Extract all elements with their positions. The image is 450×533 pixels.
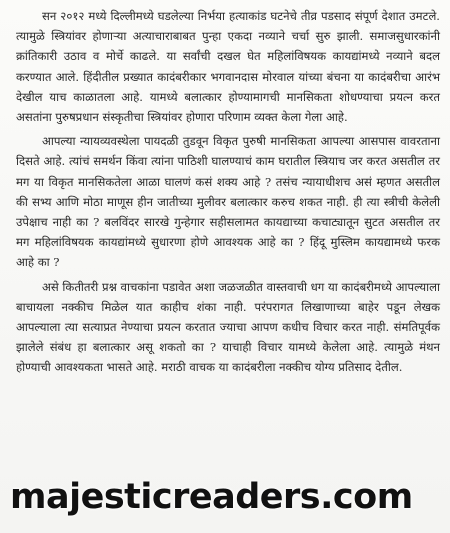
- paragraph-1: सन २०१२ मध्ये दिल्लीमध्ये घडलेल्या निर्भया हत्याकांड घटनेचे तीव्र पडसाद संपूर्ण देशात उमटले. त्यामुळे स्त्रियांवर होणाऱ्या अत्याचाराबाबत पुन्हा एकदा नव्याने चर्चा सुरु झाली. समाजसुधारकांनी क्रांतिकारी उठाव व मोर्चे काढले. या सर्वांची दखल घेत महिलांविषयक कायद्यांमध्ये नव्याने बदल करण्यात आले. हिंदीतील प्रख्यात कादंबरीकार भगवानदास मोरवाल यांच्या बंचना या कादंबरीचा आरंभ देखील याच काळातला आहे. यामध्ये बलात्कार होण्यामागची मानसिकता शोधण्याचा प्रयत्न करत असतांना पुरुषप्रधान संस्कृतीचा स्त्रियांवर होणारा परिणाम व्यक्त केला गेला आहे.: [16, 9, 440, 125]
- watermark-text: majesticreaders.com: [10, 477, 413, 517]
- paragraph-3: असे कितीतरी प्रश्न वाचकांना पडावेत अशा जळजळीत वास्तवाची धग या कादंबरीमध्ये आपल्याला बाचायला नक्कीच मिळेल यात काहीच शंका नाही. परंपरागत लिखाणाच्या बाहेर पडून लेखक आपल्याला त्या सत्याप्रत नेण्याचा प्रयत्न करतात ज्याचा आपण कधीच विचार करत नाही. संमतिपूर्वक झालेले संबंध हा बलात्कार असू शकतो का ? याचाही विचार यामध्ये केलेला आहे. त्यामुळे मंथन होण्याची आवश्यकता भासते आहे. मराठी वाचक या कादंबरीला नक्कीच योग्य प्रतिसाद देतील.: [16, 279, 440, 375]
- paragraph-2: आपल्या न्यायव्यवस्थेला पायदळी तुडवून विकृत पुरुषी मानसिकता आपल्या आसपास वावरताना दिसते आहे. त्यांचं समर्थन किंवा त्यांना पाठिशी घालण्याचं काम घरातील स्त्रियाच जर करत असतील तर मग या विकृत मानसिकतेला आळा घालणं कसं शक्य आहे ? तसंच न्यायाधीशच असं म्हणत असतील की सभ्य आणि मोठा माणूस हीन जातीच्या मुलीवर बलात्कार करुच शकत नाही. ही त्या स्त्रीची केलेली उपेक्षाच नाही का ? बलविंदर सारखे गुन्हेगार सहीसलामत कायद्याच्या कचाट्यातून सुटत असतील तर मग महिलांविषयक कायद्यांमध्ये सुधारणा होणे आवश्यक आहे का ? हिंदू मुस्लिम कायद्यामध्ये फरक आहे का ?: [16, 134, 440, 270]
- page-text: [16, 6, 440, 382]
